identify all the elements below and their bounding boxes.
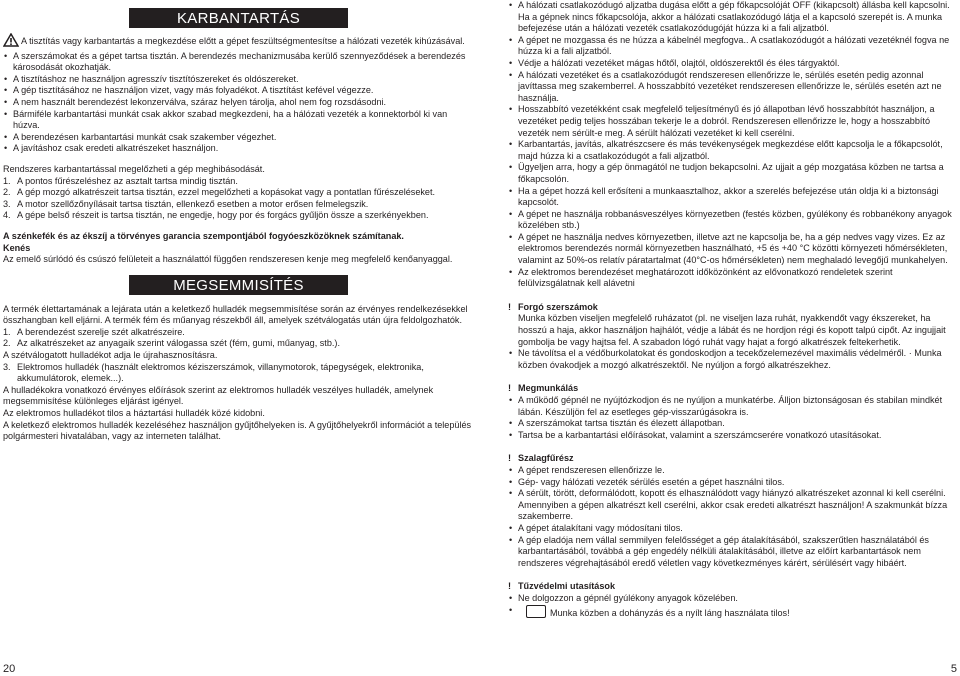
list-item: • A szerszámokat tartsa tisztán és élezett állapotban. — [509, 418, 725, 429]
fire-safety-bullets — [508, 593, 954, 619]
disposal-tail-1: A hulladékokra vonatkozó érvényes előírások szerint az elektromos hulladék veszélyes hulladék, amelynek megsemmisítése különleges eljárást igényel. — [3, 384, 434, 407]
maintenance-bullets — [3, 51, 473, 155]
disposal-paragraph: A termék élettartamának a lejárata után a keletkező hulladék megsemmisítése során az érvényes rendelkezésekkel összhangban kell eljárni. A termék fém és műanyag részekből áll, amelyek szétválogatás után újra feldolgozhatók. — [3, 303, 468, 326]
list-item: 2. Az alkatrészeket az anyagaik szerint válogassa szét (fém, gumi, műanyag, stb.). — [3, 338, 340, 349]
disposal-title: MEGSEMMISÍTÉS — [129, 275, 348, 295]
warranty-note: A szénkefék és az ékszíj a törvényes garancia szempontjából fogyóeszközöknek számítanak. — [3, 230, 404, 241]
list-item: • A gép tisztításához ne használjon vizet, vagy más folyadékot. A tisztítást kefével végezze. — [4, 85, 374, 96]
disposal-recycle: A szétválogatott hulladékot adja le újrahasznosításra. — [3, 350, 218, 361]
list-item: • Bármiféle karbantartási munkát csak akkor szabad megkezdeni, ha a hálózati vezeték a konnektorból ki van húzva. — [4, 108, 448, 131]
page-number-left: 20 — [3, 663, 16, 676]
regular-maintenance-list — [3, 176, 473, 222]
warning-icon — [3, 33, 19, 51]
list-item: • A nem használt berendezést lekonzerválva, száraz helyen tárolja, ahol nem fog rozsdásodni. — [4, 96, 387, 107]
list-item: • A gépet ne használja robbanásveszélyes környezetben (festés közben, gyúlékony és robbanékony anyagok közelében stb.) — [509, 208, 952, 231]
list-item: • Az elektromos berendezéset meghatározott időközönként az elővonatkozó rendeletek szerint felülvizsgálatnak kell alávetni — [509, 266, 893, 289]
list-item: • A gépet ne mozgassa és ne húzza a kábelnél megfogva.. A csatlakozódugót a hálózati vezetéknél fogva ne húzza ki a fali aljzatból. — [509, 34, 950, 57]
disposal-list — [3, 327, 473, 350]
list-item: • A gépet átalakítani vagy módosítani tilos. — [509, 522, 683, 533]
list-item: • Ne dolgozzon a gépnél gyúlékony anyagok közelében. — [509, 592, 738, 603]
list-item: 2. A gép mozgó alkatrészeit tartsa tisztán, ezzel megelőzheti a kopásokat vagy a pontatlan fűrészeléseket. — [3, 187, 436, 198]
left-page — [3, 0, 473, 443]
list-item: • A hálózati csatlakozódugó aljzatba dugása előtt a gép főkapcsolóját OFF (kikapcsolt) állásba kell kapcsolni. Ha a gépnek nincs főkapcsolója, akkor a hálózati csatlakozódugó látja el a kapcsoló szerepét is. A munka befejezése után a hálózati vezeték csatlakozódugóját húzza ki a fali aljzatból. — [509, 0, 950, 34]
disposal-list-2 — [3, 362, 473, 385]
right-page — [508, 0, 954, 619]
disposal-tail-2: Az elektromos hulladékot tilos a háztartási hulladék közé kidobni. — [3, 408, 265, 419]
maintenance-title: KARBANTARTÁS — [129, 8, 348, 28]
list-item: • Ne távolítsa el a védőburkolatokat és gondoskodjon a tecekőzelemezével maximális védelméről. · Munka közben óvakodjek a mozgó alkatrészektől. Ne nyúljon a forgó alkatrészekhez. — [509, 348, 942, 370]
disposal-tail-3: A keletkező elektromos hulladék kezeléséhez használjon gyűjtőhelyeken is. A gyűjtőhelyekről információt a település polgármesteri hivatalában, vagy az interneten találhat. — [3, 419, 472, 442]
list-item: • Védje a hálózati vezetéket mágas hőtől, olajtól, oldószerektől és éles tárgyaktól. — [509, 57, 840, 68]
list-item: • A berendezésen karbantartási munkát csak szakember végezhet. — [4, 131, 277, 142]
section-heading-bandsaw: ! Szalagfűrész — [508, 453, 574, 464]
lubrication-text: Az emelő súrlódó és csúszó felületeit a használattól függően rendszeresen kenje meg megfelelő kenőanyaggal. — [3, 254, 453, 265]
list-item: • Ha a gépet hozzá kell erősíteni a munkaasztalhoz, akkor a szerelés befejezése után oldja ki a biztonsági kapcsolót. — [509, 185, 939, 208]
list-item: • A sérült, törött, deformálódott, kopott és elhasználódott vagy hiányzó alkatrészeket azonnal ki kell cserélni. Amennyiben a gépen alkatrészt kell cserélni, akkor csak eredeti alkatrészt használjon! A szakmunkát bízza szakemberre. — [509, 488, 948, 522]
machining-bullets — [508, 395, 954, 441]
list-item: • Tartsa be a karbantartási előírásokat, valamint a szerszámcserére vonatkozó utasításokat. — [509, 429, 882, 440]
list-item: • A működő gépnél ne nyújtózkodjon és ne nyúljon a munkatérbe. Álljon biztonságosan és stabilan mindkét lábán. Készüljön fel az esetleges gép-visszarúgásokra is. — [509, 395, 943, 417]
section-heading-machining: ! Megmunkálás — [508, 383, 579, 394]
bandsaw-bullets — [508, 465, 954, 569]
list-item: 1. A pontos fűrészeléshez az asztalt tartsa mindig tisztán. — [3, 175, 238, 186]
safety-bullets — [508, 0, 954, 290]
list-item: • A tisztításhoz ne használjon agresszív tisztítószereket és oldószereket. — [4, 73, 299, 84]
list-item: 3. A motor szellőzőnyílásait tartsa tisztán, ellenkező esetben a motor erősen felmelegszik. — [3, 198, 369, 209]
list-item: • A szerszámokat és a gépet tartsa tisztán. A berendezés mechanizmusába kerülő szennyeződések a berendezés károsodását okozhatják. — [4, 50, 466, 73]
rotating-tools-intro: Munka közben viseljen megfelelő ruházatot (pl. ne viseljen laza ruhát, nyakkendőt vagy ékszereket, ha hosszú a haja, akkor használjon hajhálót, védje a lábát és ne hordjon régi és kopott talpú cipőt. Az ingujjait gombolja be vagy hajtsa fel. A szabadon lógó ruhát vagy hajat a forgó alkatrészek feltekerhetik. — [518, 313, 946, 347]
list-item: 4. A gépe belső részeit is tartsa tisztán, ne engedje, hogy por és forgács gyűljön össze a szerkényekben. — [3, 210, 429, 221]
list-item: • Gép- vagy hálózati vezeték sérülés esetén a gépet használni tilos. — [509, 476, 785, 487]
regular-maintenance-intro: Rendszeres karbantartással megelőzheti a gép meghibásodását. — [3, 163, 265, 174]
warning-line — [3, 33, 473, 51]
list-item: • Ügyeljen arra, hogy a gép önmagától ne tudjon bekapcsolni. Az ujjait a gép mozgatása közben ne tartsa a főkapcsolón. — [509, 162, 944, 184]
list-item: • Karbantartás, javítás, alkatrészcsere és más tevékenységek megkezdése előtt kapcsolja le a főkapcsolót, majd húzza ki a csatlakozódugót a fali aljzatból. — [509, 139, 943, 161]
section-heading-fire-safety: ! Tűzvédelmi utasítások — [508, 581, 616, 592]
section-heading-rotating-tools: ! Forgó szerszámok — [508, 301, 598, 312]
list-item: • A gép eladója nem vállal semmilyen felelősséget a gép átalakításából, szakszerűtlen használatából és karbantartásából, továbbá a gép engedély nélküli átalakításából, illetve az előírt karbantartások nem rendszeres végrehajtásából eredő véletlen vagy következményes kárért, sérülésért vagy hibáért. — [509, 534, 929, 568]
list-item: • A hálózati vezetéket és a csatlakozódugót rendszeresen ellenőrizze le, sérülés esetén pedig azonnal javíttassa meg szakemberrel. A hosszabbító vezetéket rendszeresen ellenőrizze le, sérülés esetén azt ne használja. — [509, 69, 942, 103]
list-item: • A javításhoz csak eredeti alkatrészeket használjon. — [4, 143, 219, 154]
lubrication-heading: Kenés — [3, 242, 31, 253]
list-item: • A gépet ne használja nedves környezetben, illetve azt ne kapcsolja be, ha a gép nedves vagy vizes. Ez az elektromos berendezés normál környezetben használható, +5 és +40 °C közötti környezeti hőmérsékleten, valamint az 50%-os relatív páratartalmat (40°C-os hőmérsékleten) nem meghaladó levegőjű munkahelyen. — [509, 231, 948, 266]
no-smoking-icon — [526, 605, 546, 618]
list-item: • A gépet rendszeresen ellenőrizze le. — [509, 464, 665, 475]
list-item: • Hosszabbító vezetékként csak megfelelő teljesítményű és jó állapotban lévő hosszabbítót használjon, a vezetéket pedig teljes hosszában tekerje le a dobról. Rendszeresen ellenőrizze le, hogy a hosszabbító vezeték nem sérült-e meg. A sérült hálózati vezetéket ki kell cserélni. — [509, 104, 935, 138]
rotating-tools-bullets — [508, 348, 954, 371]
list-item: 3. Elektromos hulladék (használt elektromos kéziszerszámok, villanymotorok, tápegységek, elektronika, akkumulátorok, elemek...). — [3, 361, 424, 384]
list-item: 1. A berendezést szerelje szét alkatrészeire. — [3, 326, 185, 337]
page-number-right: 5 — [950, 663, 957, 676]
warning-text: A tisztítás vagy karbantartás a megkezdése előtt a gépet feszültségmentesítse a hálózati vezeték kihúzásával. — [21, 36, 465, 46]
list-item: • Munka közben a dohányzás és a nyílt láng használata tilos! — [509, 604, 790, 618]
